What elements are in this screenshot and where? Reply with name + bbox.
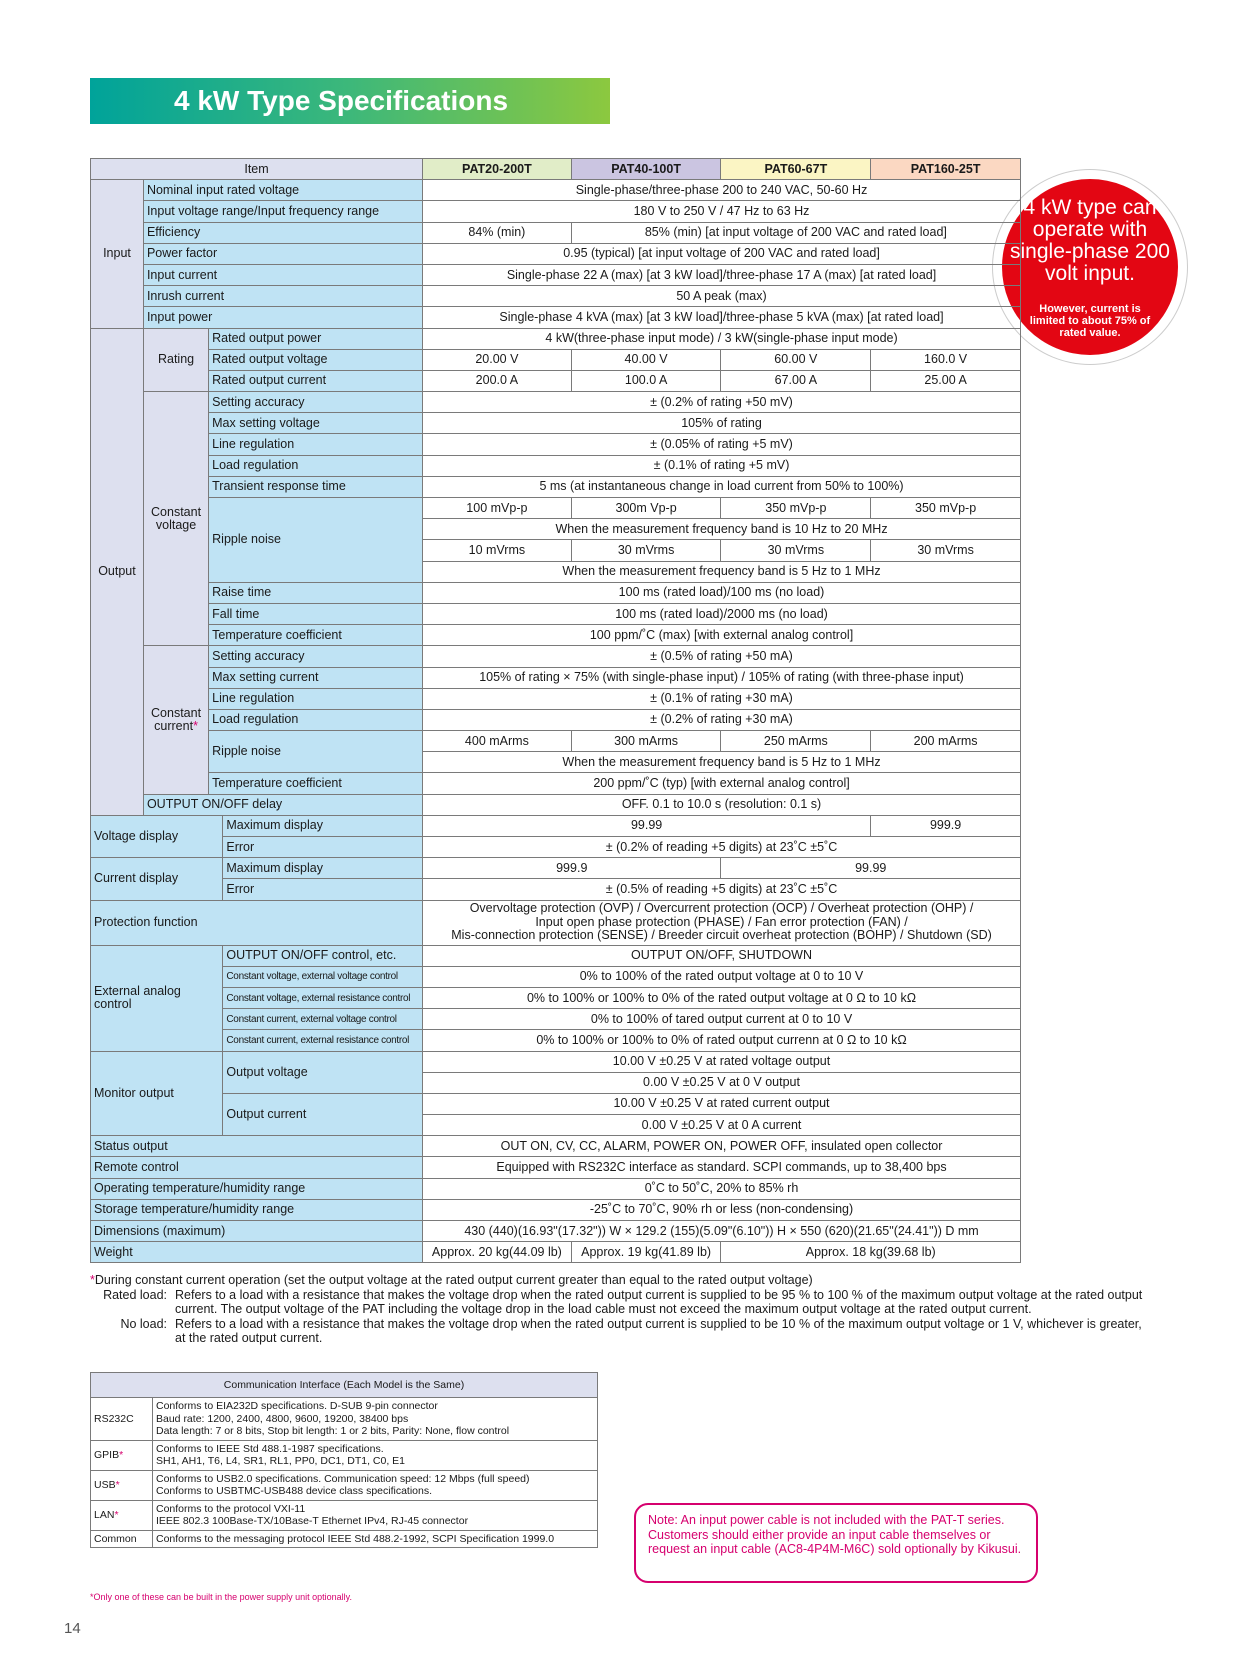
cc-footnote <box>90 1273 1150 1288</box>
row-value: ± (0.5% of reading +5 digits) at 23˚C ±5˚C <box>423 879 1021 900</box>
row-label: Setting accuracy <box>209 646 423 667</box>
row-label: Storage temperature/humidity range <box>91 1199 423 1220</box>
comm-line: Conforms to EIA232D specifications. D-SUB 9-pin connector <box>156 1400 438 1412</box>
row-value: ± (0.2% of reading +5 digits) at 23˚C ±5˚C <box>423 837 1021 858</box>
table-row <box>91 201 1021 222</box>
row-value: 300 mArms <box>571 731 721 752</box>
row-label: Load regulation <box>209 709 423 730</box>
row-value: 0.00 V ±0.25 V at 0 V output <box>423 1072 1021 1093</box>
comm-name <box>91 1530 153 1548</box>
header-model: PAT40-100T <box>571 159 721 180</box>
row-value: 99.99 <box>721 858 1021 879</box>
row-label: Temperature coefficient <box>209 625 423 646</box>
row-value: 40.00 V <box>571 349 721 370</box>
spec-table <box>90 158 1021 1263</box>
table-row <box>91 434 1021 455</box>
header-item: Item <box>91 159 423 180</box>
row-value: 30 mVrms <box>571 540 721 561</box>
row-label: Maximum display <box>223 815 423 836</box>
table-row <box>91 1398 598 1441</box>
row-value: 30 mVrms <box>871 540 1021 561</box>
row-label: Output current <box>223 1093 423 1135</box>
page-title: 4 kW Type Specifications <box>90 78 610 124</box>
header-model: PAT160-25T <box>871 159 1021 180</box>
table-row <box>91 987 1021 1008</box>
row-label: Error <box>223 879 423 900</box>
row-label: Rated output current <box>209 370 423 391</box>
table-row <box>91 180 1021 201</box>
row-value: 10.00 V ±0.25 V at rated voltage output <box>423 1051 1021 1072</box>
row-value: 67.00 A <box>721 370 871 391</box>
table-row <box>91 476 1021 497</box>
header-model: PAT20-200T <box>423 159 572 180</box>
row-label: Maximum display <box>223 858 423 879</box>
rated-load-text: Refers to a load with a resistance that makes the voltage drop when the rated output current is supplied to be 95 % to 100 % of the maximum output voltage at the rated output current. The output voltage of the PAT including the voltage drop in the load cable must not exceed the maximum output voltage at the rated output current. <box>175 1287 1143 1316</box>
row-label: Output voltage <box>223 1051 423 1093</box>
row-value: 0.95 (typical) [at input voltage of 200 VAC and rated load] <box>423 243 1021 264</box>
table-row <box>91 328 1021 349</box>
row-value: Approx. 20 kg(44.09 lb) <box>423 1242 572 1263</box>
table-row <box>91 1470 598 1500</box>
comm-header-row <box>91 1373 598 1398</box>
table-row <box>91 1500 598 1530</box>
comm-name <box>91 1398 153 1441</box>
comm-star: * <box>119 1448 124 1461</box>
row-value: Equipped with RS232C interface as standard. SCPI commands, up to 38,400 bps <box>423 1157 1021 1178</box>
table-row <box>91 837 1021 858</box>
comm-name-text: GPIB <box>94 1448 120 1461</box>
table-row <box>91 307 1021 328</box>
row-label: Remote control <box>91 1157 423 1178</box>
group-label: Monitor output <box>91 1051 223 1136</box>
badge-sub-text: However, current is limited to about 75% of rated value. <box>1029 303 1151 339</box>
row-value: 0% to 100% of the rated output voltage at 0 to 10 V <box>423 966 1021 987</box>
table-header-row <box>91 159 1021 180</box>
row-value: -25˚C to 70˚C, 90% rh or less (non-condensing) <box>423 1199 1021 1220</box>
row-label: Operating temperature/humidity range <box>91 1178 423 1199</box>
table-row <box>91 625 1021 646</box>
row-value: Approx. 19 kg(41.89 lb) <box>571 1242 721 1263</box>
row-value: ± (0.05% of rating +5 mV) <box>423 434 1021 455</box>
table-row <box>91 900 1021 945</box>
comm-desc <box>153 1470 598 1500</box>
group-label: Output <box>91 328 144 815</box>
badge-main-text: 4 kW type can operate with single-phase 200 volt input. <box>1010 196 1170 285</box>
row-value: ± (0.1% of rating +5 mV) <box>423 455 1021 476</box>
table-row <box>91 413 1021 434</box>
table-row <box>91 349 1021 370</box>
table-row <box>91 858 1021 879</box>
table-row <box>91 1093 1021 1114</box>
protection-line: Overvoltage protection (OVP) / Overcurrent protection (OCP) / Overheat protection (OHP) / <box>469 901 974 916</box>
table-row <box>91 1221 1021 1242</box>
protection-line: Input open phase protection (PHASE) / Fan error protection (FAN) / <box>535 914 908 929</box>
comm-line: Conforms to USBTMC-USB488 device class specifications. <box>156 1485 433 1497</box>
comm-desc <box>153 1398 598 1441</box>
table-row <box>91 392 1021 413</box>
comm-name-text: RS232C <box>94 1412 134 1425</box>
table-row <box>91 1178 1021 1199</box>
row-value: 5 ms (at instantaneous change in load current from 50% to 100%) <box>423 476 1021 497</box>
row-label: OUTPUT ON/OFF control, etc. <box>223 945 423 966</box>
row-label: Input power <box>143 307 422 328</box>
row-value: OUTPUT ON/OFF, SHUTDOWN <box>423 945 1021 966</box>
row-value: 250 mArms <box>721 731 871 752</box>
row-value: 99.99 <box>423 815 871 836</box>
comm-line: SH1, AH1, T6, L4, SR1, RL1, PP0, DC1, DT1, C0, E1 <box>156 1455 406 1467</box>
table-row <box>91 879 1021 900</box>
comm-name-text: USB <box>94 1478 116 1491</box>
row-value: 0% to 100% or 100% to 0% of rated output currenn at 0 Ω to 10 kΩ <box>423 1030 1021 1051</box>
page-number: 14 <box>64 1620 81 1637</box>
table-row <box>91 709 1021 730</box>
table-row <box>91 264 1021 285</box>
row-label: Ripple noise <box>209 731 423 773</box>
comm-line: Conforms to IEEE Std 488.1-1987 specifications. <box>156 1442 384 1455</box>
row-value: ± (0.2% of rating +50 mV) <box>423 392 1021 413</box>
row-label: Load regulation <box>209 455 423 476</box>
row-label: Input current <box>143 264 422 285</box>
row-label: Constant current, external voltage control <box>223 1009 423 1030</box>
row-value: OFF. 0.1 to 10.0 s (resolution: 0.1 s) <box>423 794 1021 815</box>
row-label: Fall time <box>209 603 423 624</box>
comm-name <box>91 1470 153 1500</box>
row-label: Constant voltage, external resistance control <box>223 987 423 1008</box>
row-value: 400 mArms <box>423 731 572 752</box>
row-value: OUT ON, CV, CC, ALARM, POWER ON, POWER OFF, insulated open collector <box>423 1136 1021 1157</box>
table-row <box>91 1009 1021 1030</box>
table-row <box>91 1030 1021 1051</box>
cable-note-box: Note: An input power cable is not included with the PAT-T series. Customers should either provide an input cable themselves or request an input cable (AC8-4P4M-M6C) sold optionally by Kikusui. <box>634 1503 1038 1583</box>
row-label: Efficiency <box>143 222 422 243</box>
row-label: Error <box>223 837 423 858</box>
comm-line: Conforms to the messaging protocol IEEE Std 488.2-1992, SCPI Specification 1999.0 <box>156 1532 555 1545</box>
row-value: 85% (min) [at input voltage of 200 VAC and rated load] <box>571 222 1020 243</box>
footnotes <box>90 1273 1150 1346</box>
row-value: Approx. 18 kg(39.68 lb) <box>721 1242 1021 1263</box>
row-value: Single-phase 4 kVA (max) [at 3 kW load]/three-phase 5 kVA (max) [at rated load] <box>423 307 1021 328</box>
table-row <box>91 815 1021 836</box>
comm-desc <box>153 1530 598 1548</box>
table-row <box>91 1051 1021 1072</box>
row-value: 100 mVp-p <box>423 498 572 519</box>
comm-desc <box>153 1440 598 1470</box>
row-value: ± (0.1% of rating +30 mA) <box>423 688 1021 709</box>
comm-line: Data length: 7 or 8 bits, Stop bit length: 1 or 2 bits, Parity: None, flow control <box>156 1425 510 1437</box>
row-label: Constant voltage, external voltage control <box>223 966 423 987</box>
row-value: 20.00 V <box>423 349 572 370</box>
table-row <box>91 1530 598 1548</box>
row-value: 100 ppm/˚C (max) [with external analog control] <box>423 625 1021 646</box>
row-label: Max setting current <box>209 667 423 688</box>
row-value: When the measurement frequency band is 5 Hz to 1 MHz <box>423 561 1021 582</box>
row-label: Power factor <box>143 243 422 264</box>
table-row <box>91 945 1021 966</box>
row-label: Temperature coefficient <box>209 773 423 794</box>
subgroup-label: Rating <box>143 328 208 392</box>
comm-title: Communication Interface (Each Model is the Same) <box>91 1373 598 1398</box>
group-label: Input <box>91 180 144 328</box>
row-value: 50 A peak (max) <box>423 286 1021 307</box>
table-row <box>91 1136 1021 1157</box>
protection-line: Mis-connection protection (SENSE) / Breeder circuit overheat protection (BOHP) / Shutdown (SD) <box>451 928 992 943</box>
table-row <box>91 498 1021 519</box>
subgroup-label <box>143 646 208 794</box>
cc-footnote-text: During constant current operation (set the output voltage at the rated output current greater than equal to the rated output voltage) <box>94 1273 813 1287</box>
row-value: 100 ms (rated load)/2000 ms (no load) <box>423 603 1021 624</box>
row-value: 100 ms (rated load)/100 ms (no load) <box>423 582 1021 603</box>
table-row <box>91 1199 1021 1220</box>
table-row <box>91 688 1021 709</box>
row-value: ± (0.5% of rating +50 mA) <box>423 646 1021 667</box>
row-value: 0% to 100% or 100% to 0% of the rated output voltage at 0 Ω to 10 kΩ <box>423 987 1021 1008</box>
row-label: Nominal input rated voltage <box>143 180 422 201</box>
row-label: Dimensions (maximum) <box>91 1221 423 1242</box>
table-row <box>91 966 1021 987</box>
rated-load-note <box>90 1288 1150 1317</box>
table-row <box>91 370 1021 391</box>
rated-load-key: Rated load: <box>103 1287 167 1302</box>
no-load-note <box>90 1317 1150 1346</box>
row-label: Inrush current <box>143 286 422 307</box>
comm-star: * <box>114 1508 119 1521</box>
row-value: 160.0 V <box>871 349 1021 370</box>
row-value: Single-phase/three-phase 200 to 240 VAC, 50-60 Hz <box>423 180 1021 201</box>
table-row <box>91 731 1021 752</box>
row-value: 200 ppm/˚C (typ) [with external analog control] <box>423 773 1021 794</box>
row-value: 30 mVrms <box>721 540 871 561</box>
cc-star: * <box>193 718 198 733</box>
row-value: 84% (min) <box>423 222 572 243</box>
comm-name <box>91 1440 153 1470</box>
row-value: 60.00 V <box>721 349 871 370</box>
row-value <box>423 900 1021 945</box>
row-label: Rated output power <box>209 328 423 349</box>
table-row <box>91 582 1021 603</box>
table-row <box>91 455 1021 476</box>
row-value: 430 (440)(16.93"(17.32")) W × 129.2 (155)(5.09"(6.10")) H × 550 (620)(21.65"(24.41")) D mm <box>423 1221 1021 1242</box>
table-row <box>91 646 1021 667</box>
comm-interface-table <box>90 1372 598 1548</box>
comm-line: Baud rate: 1200, 2400, 4800, 9600, 19200, 38400 bps <box>156 1412 409 1425</box>
row-value: 0.00 V ±0.25 V at 0 A current <box>423 1115 1021 1136</box>
comm-desc <box>153 1500 598 1530</box>
row-value: When the measurement frequency band is 5 Hz to 1 MHz <box>423 752 1021 773</box>
comm-line: Conforms to the protocol VXI-11 <box>156 1502 306 1515</box>
row-label: Input voltage range/Input frequency range <box>143 201 422 222</box>
row-value: 350 mVp-p <box>721 498 871 519</box>
comm-footnote: *Only one of these can be built in the power supply unit optionally. <box>90 1592 352 1602</box>
subgroup-label: Constant voltage <box>143 392 208 646</box>
row-value: 350 mVp-p <box>871 498 1021 519</box>
row-value: 180 V to 250 V / 47 Hz to 63 Hz <box>423 201 1021 222</box>
row-label: Constant current, external resistance control <box>223 1030 423 1051</box>
comm-line: Conforms to USB2.0 specifications. Communication speed: 12 Mbps (full speed) <box>156 1472 530 1485</box>
row-value: 10 mVrms <box>423 540 572 561</box>
row-value: 0% to 100% of tared output current at 0 to 10 V <box>423 1009 1021 1030</box>
footnote-star: * <box>90 1273 95 1287</box>
row-label: OUTPUT ON/OFF delay <box>143 794 422 815</box>
no-load-key: No load: <box>120 1316 167 1331</box>
row-label: Line regulation <box>209 434 423 455</box>
table-row <box>91 1157 1021 1178</box>
table-row <box>91 1440 598 1470</box>
comm-name-text: LAN <box>94 1508 115 1521</box>
table-row <box>91 667 1021 688</box>
group-label: Voltage display <box>91 815 223 857</box>
row-label: Setting accuracy <box>209 392 423 413</box>
comm-star: * <box>115 1478 120 1491</box>
row-value: 0˚C to 50˚C, 20% to 85% rh <box>423 1178 1021 1199</box>
row-value: 200 mArms <box>871 731 1021 752</box>
table-row <box>91 603 1021 624</box>
cc-label-text: Constant current <box>151 705 202 733</box>
row-value: 10.00 V ±0.25 V at rated current output <box>423 1093 1021 1114</box>
row-label: Rated output voltage <box>209 349 423 370</box>
group-label: External analog control <box>91 945 223 1051</box>
row-value: 300m Vp-p <box>571 498 721 519</box>
comm-name <box>91 1500 153 1530</box>
table-row <box>91 243 1021 264</box>
row-value: 999.9 <box>871 815 1021 836</box>
row-label: Weight <box>91 1242 423 1263</box>
row-label: Raise time <box>209 582 423 603</box>
row-value: 105% of rating <box>423 413 1021 434</box>
group-label: Current display <box>91 858 223 900</box>
row-label: Protection function <box>91 900 423 945</box>
table-row <box>91 286 1021 307</box>
table-row <box>91 1242 1021 1263</box>
row-value: 999.9 <box>423 858 721 879</box>
header-model: PAT60-67T <box>721 159 871 180</box>
table-row <box>91 773 1021 794</box>
row-value: 105% of rating × 75% (with single-phase input) / 105% of rating (with three-phase input) <box>423 667 1021 688</box>
row-label: Max setting voltage <box>209 413 423 434</box>
row-value: 25.00 A <box>871 370 1021 391</box>
row-value: 200.0 A <box>423 370 572 391</box>
table-row <box>91 222 1021 243</box>
row-value: ± (0.2% of rating +30 mA) <box>423 709 1021 730</box>
row-value: When the measurement frequency band is 10 Hz to 20 MHz <box>423 519 1021 540</box>
single-phase-badge <box>993 170 1187 364</box>
row-value: 4 kW(three-phase input mode) / 3 kW(single-phase input mode) <box>423 328 1021 349</box>
no-load-text: Refers to a load with a resistance that makes the voltage drop when the rated output current is supplied to be 10 % of the maximum output voltage or 1 V, whichever is greater, at the rated output current. <box>175 1316 1142 1345</box>
row-label: Line regulation <box>209 688 423 709</box>
row-label: Ripple noise <box>209 498 423 583</box>
row-label: Transient response time <box>209 476 423 497</box>
row-label: Status output <box>91 1136 423 1157</box>
row-value: Single-phase 22 A (max) [at 3 kW load]/three-phase 17 A (max) [at rated load] <box>423 264 1021 285</box>
comm-name-text: Common <box>94 1532 137 1545</box>
comm-line: IEEE 802.3 100Base-TX/10Base-T Ethernet IPv4, RJ-45 connector <box>156 1515 469 1527</box>
table-row <box>91 794 1021 815</box>
row-value: 100.0 A <box>571 370 721 391</box>
